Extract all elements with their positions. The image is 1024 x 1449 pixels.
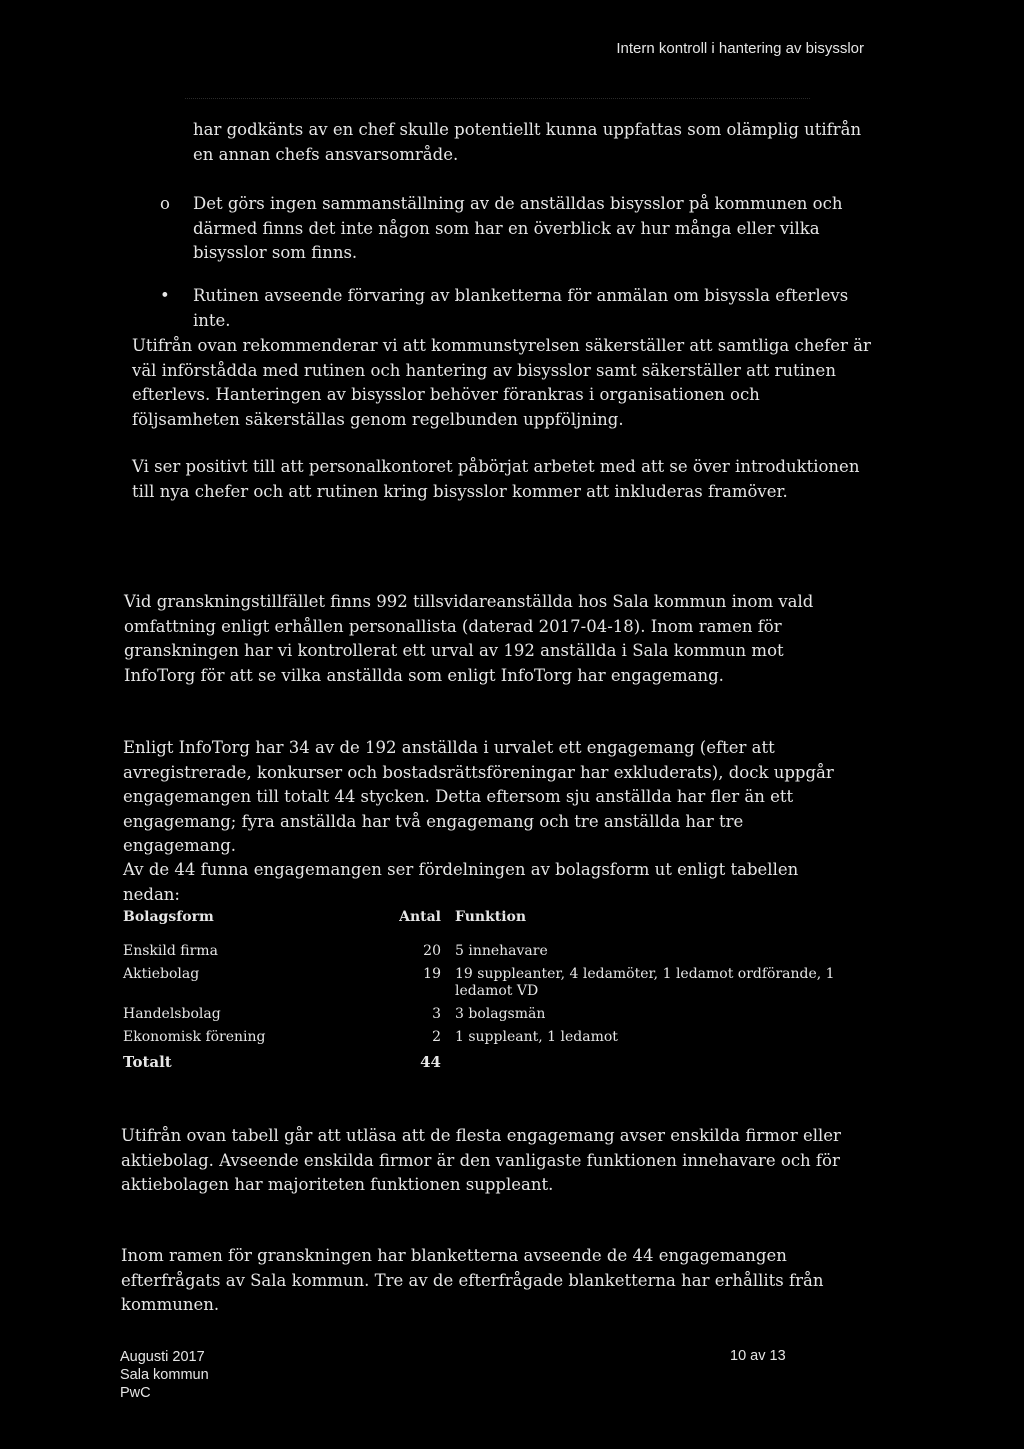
table-cell: Handelsbolag (123, 1006, 221, 1022)
intro-continued-text: har godkänts av en chef skulle potentiellt kunna uppfattas som olämplig utifrån en annan chefs ansvarsområde. (193, 120, 862, 164)
paragraph-positive-text: Vi ser positivt till att personalkontoret påbörjat arbetet med att se över introduktionen till nya chefer och att rutinen kring bisysslor kommer att inkluderas framöver. (132, 457, 860, 501)
paragraph-infotorg-text: Enligt InfoTorg har 34 av de 192 anställda i urvalet ett engagemang (efter att avregistrerade, konkurser och bostadsrättsföreningar har exkluderats), dock uppgår engagemangen till totalt 44 stycken. Detta eftersom sju anställda har fler än ett engagemang; fyra anställda har två engagemang och tre anställda har tre engagemang. (123, 738, 834, 855)
paragraph-table-intro (123, 858, 858, 907)
table-total-function (455, 1046, 853, 1071)
company-form-table (123, 903, 853, 1071)
table-cell: Aktiebolag (123, 966, 200, 982)
sub-bullet-marker: o (160, 194, 170, 213)
paragraph-recommendation (132, 334, 872, 432)
table-cell: 1 suppleant, 1 ledamot (455, 1029, 618, 1045)
page-number: 10 av 13 (730, 1348, 786, 1364)
paragraph-positive (132, 455, 872, 504)
paragraph-sample-text: Vid granskningstillfället finns 992 tillsvidareanställda hos Sala kommun inom vald omfattning enligt erhållen personallista (daterad 2017-04-18). Inom ramen för granskningen har vi kontrollerat ett urval av 192 anställda i Sala kommun mot InfoTorg för att se vilka anställda som enligt InfoTorg har engagemang. (124, 592, 814, 685)
table-cell: Ekonomisk förening (123, 1029, 266, 1045)
intro-continued (193, 118, 865, 167)
table-total-row (123, 1046, 853, 1071)
table-row (123, 960, 853, 1000)
table-header-form: Bolagsform (123, 909, 214, 925)
table-row (123, 1023, 853, 1046)
paragraph-forms-text: Inom ramen för granskningen har blanketterna avseende de 44 engagemangen efterfrågats av Sala kommun. Tre av de efterfrågade blanketterna har erhållits från kommunen. (121, 1246, 824, 1314)
table-total-value: 44 (420, 1053, 441, 1071)
sub-bullet-item (160, 192, 872, 266)
table-cell: 3 bolagsmän (455, 1006, 546, 1022)
table-total-label: Totalt (123, 1053, 172, 1071)
paragraph-sample (124, 590, 859, 688)
paragraph-recommendation-text: Utifrån ovan rekommenderar vi att kommunstyrelsen säkerställer att samtliga chefer är väl införstådda med rutinen och hantering av bisysslor samt säkerställer att rutinen efterlevs. Hanteringen av bisysslor behöver förankras i organisationen och följsamheten säkerställas genom regelbunden uppföljning. (132, 336, 871, 429)
paragraph-table-summary (121, 1124, 856, 1198)
paragraph-forms (121, 1244, 856, 1318)
page-footer (120, 1348, 209, 1402)
paragraph-table-summary-text: Utifrån ovan tabell går att utläsa att de flesta engagemang avser enskilda firmor eller aktiebolag. Avseende enskilda firmor är den vanligaste funktionen innehavare och för aktiebolagen har majoriteten funktionen suppleant. (121, 1126, 841, 1194)
table-row (123, 937, 853, 960)
header-divider (185, 98, 810, 99)
table-cell: Enskild firma (123, 943, 218, 959)
paragraph-infotorg (123, 736, 858, 859)
table-cell: 20 (423, 943, 441, 959)
table-header-function: Funktion (455, 909, 527, 925)
table-header-count: Antal (399, 909, 441, 925)
sub-bullet-text: Det görs ingen sammanställning av de anställdas bisysslor på kommunen och därmed finns det inte någon som har en överblick av hur många eller vilka bisysslor som finns. (193, 194, 843, 262)
table-cell: 3 (432, 1006, 441, 1022)
paragraph-table-intro-text: Av de 44 funna engagemangen ser fördelningen av bolagsform ut enligt tabellen nedan: (123, 860, 799, 904)
footer-date: Augusti 2017 (120, 1349, 205, 1365)
page-header-title: Intern kontroll i hantering av bisysslor (616, 40, 864, 57)
table-cell: 5 innehavare (455, 943, 548, 959)
table-row (123, 1000, 853, 1023)
bullet-marker: • (160, 286, 170, 305)
footer-firm: PwC (120, 1385, 151, 1401)
table-cell: 19 (423, 966, 441, 982)
table-cell: 2 (432, 1029, 441, 1045)
table-header-row (123, 903, 853, 937)
footer-org: Sala kommun (120, 1367, 209, 1383)
bullet-item (160, 284, 872, 333)
bullet-text: Rutinen avseende förvaring av blanketterna för anmälan om bisyssla efterlevs inte. (193, 286, 849, 330)
table-cell: 19 suppleanter, 4 ledamöter, 1 ledamot ordförande, 1 ledamot VD (455, 966, 835, 999)
